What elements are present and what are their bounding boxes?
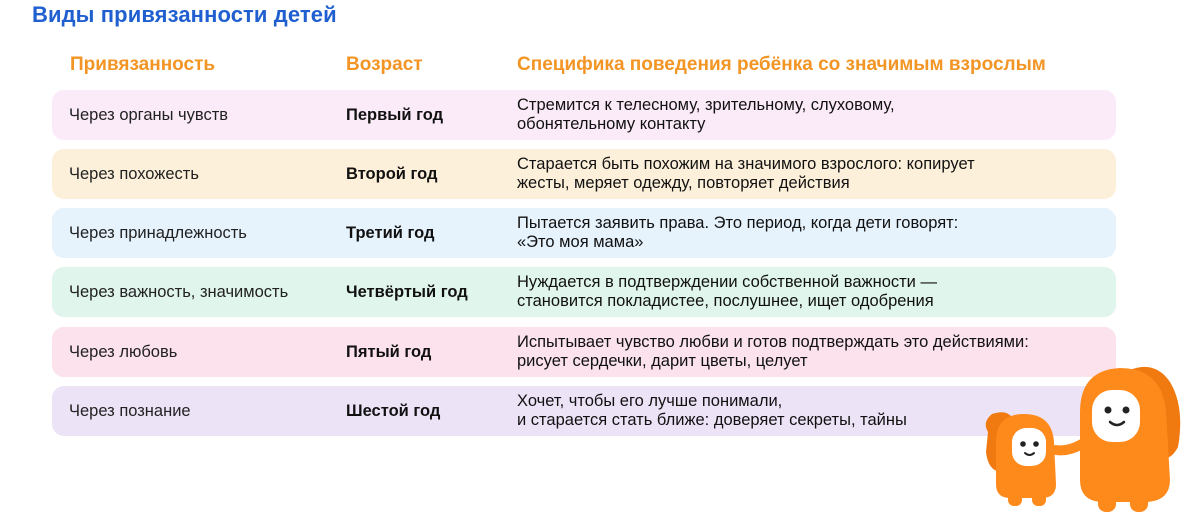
behavior-line: Стремится к телесному, зрительному, слуховому, (517, 96, 895, 114)
big-mascot-face (1092, 390, 1140, 442)
table-row (52, 208, 1116, 258)
behavior-cell (517, 96, 1107, 134)
behavior-line: становится покладистее, послушнее, ищет одобрения (517, 292, 934, 310)
behavior-cell (517, 155, 1107, 193)
attachment-type-cell: Через похожесть (69, 164, 199, 183)
attachment-type-cell: Через органы чувств (69, 105, 229, 124)
age-cell: Первый год (346, 105, 444, 124)
header-attachment: Привязанность (70, 54, 216, 75)
age-cell: Второй год (346, 164, 438, 183)
table-row (52, 327, 1116, 377)
age-cell: Пятый год (346, 342, 432, 361)
small-mascot-face (1012, 428, 1046, 466)
table-row (52, 386, 1116, 436)
age-cell: Четвёртый год (346, 282, 468, 301)
header-age: Возраст (346, 54, 423, 75)
behavior-line: Нуждается в подтверждении собственной важности — (517, 273, 937, 291)
attachment-type-cell: Через любовь (69, 342, 178, 361)
small-mascot-leg (1008, 492, 1022, 506)
big-mascot-leg (1130, 492, 1148, 512)
behavior-cell (517, 273, 1107, 311)
attachment-type-cell: Через принадлежность (69, 223, 247, 242)
page-title: Виды привязанности детей (32, 2, 337, 27)
behavior-line: рисует сердечки, дарит цветы, целует (517, 352, 808, 370)
header-behavior: Специфика поведения ребёнка со значимым взрослым (517, 54, 1046, 75)
behavior-line: Хочет, чтобы его лучше понимали, (517, 392, 783, 410)
table-row (52, 90, 1116, 140)
table-header (0, 54, 1200, 80)
age-cell: Третий год (346, 223, 435, 242)
behavior-line: Старается быть похожим на значимого взрослого: копирует (517, 155, 975, 173)
behavior-line: Испытывает чувство любви и готов подтверждать это действиями: (517, 333, 1029, 351)
small-mascot-leg (1032, 492, 1046, 506)
table-row (52, 267, 1116, 317)
big-mascot-leg (1098, 492, 1116, 512)
behavior-line: обонятельному контакту (517, 115, 706, 133)
mascot-illustration (980, 352, 1200, 516)
holding-hands (1056, 444, 1082, 450)
behavior-line: жесты, меряет одежду, повторяет действия (517, 174, 850, 192)
behavior-cell (517, 214, 1107, 252)
behavior-line: и старается стать ближе: доверяет секреты, тайны (517, 411, 907, 429)
table-row (52, 149, 1116, 199)
behavior-line: «Это моя мама» (517, 233, 644, 251)
attachment-type-cell: Через важность, значимость (69, 282, 289, 301)
attachment-type-cell: Через познание (69, 401, 191, 420)
age-cell: Шестой год (346, 401, 441, 420)
behavior-line: Пытается заявить права. Это период, когда дети говорят: (517, 214, 959, 232)
